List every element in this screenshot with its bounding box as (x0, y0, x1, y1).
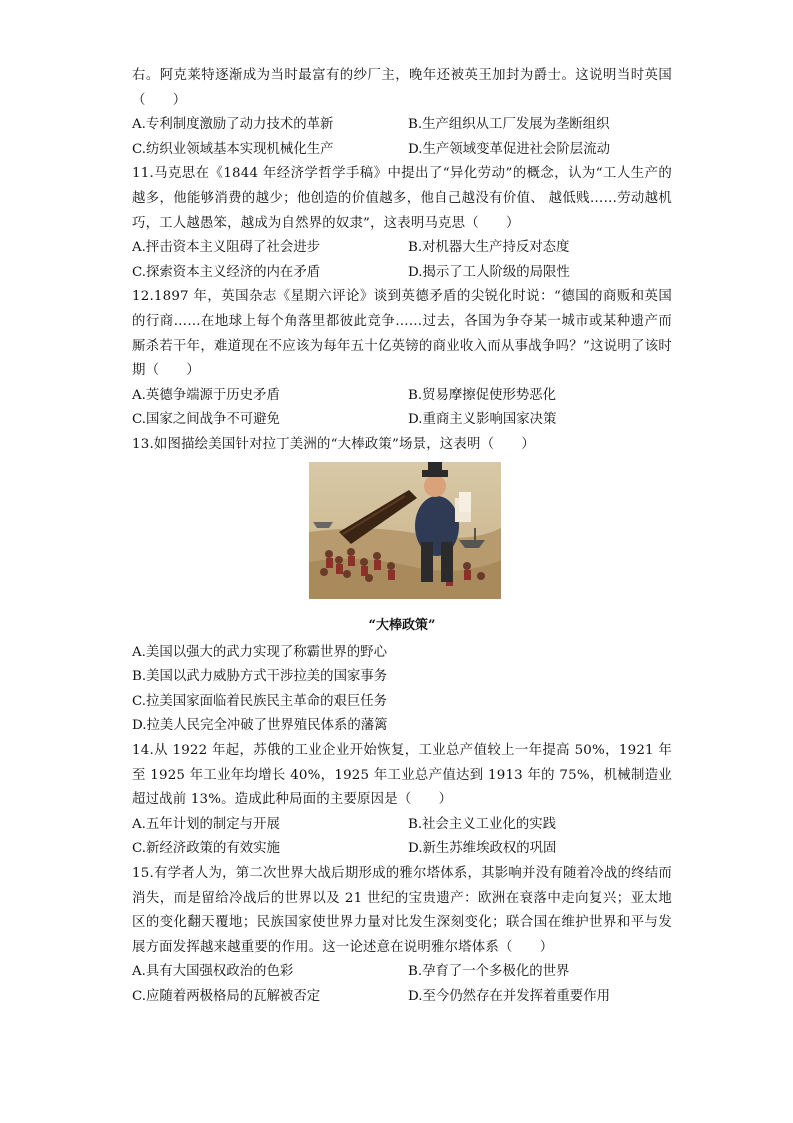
q12-stem: 12.1897 年，英国杂志《星期六评论》谈到英德矛盾的尖锐化时说：“德国的商贩和英国的行商……在地球上每个角落里都彼此竞争……过去，各国为争夺某一城市或某种遗产而厮杀若干年，难道现在不应该为每年五十亿英镑的商业收入而从事战争吗？”这说明了该时期（ ） (132, 289, 672, 379)
q12-option-b: B.贸易摩擦促使形势恶化 (408, 387, 557, 403)
q12-options-row2 (132, 408, 672, 433)
q15-option-c: C.应随着两极格局的瓦解被否定 (132, 989, 321, 1004)
q15-option-b: B.孕育了一个多极化的世界 (408, 964, 570, 980)
q14-stem: 14.从 1922 年起，苏俄的工业企业开始恢复，工业总产值较上一年提高 50%，1921 年至 1925 年工业年均增长 40%，1925 年工业总产值达到 1913 年的 75%，机械制造业超过战前 13%。造成此种局面的主要原因是（ ） (132, 743, 672, 808)
q15-options-row2 (132, 985, 672, 1010)
figure-caption: “大棒政策” (368, 618, 436, 634)
q13-stem: 13.如图描绘美国针对拉丁美洲的“大棒政策”场景，这表明（ ） (132, 436, 535, 452)
q13-option-c: C.拉美国家面临着民族民主革命的艰巨任务 (132, 693, 388, 709)
q14-option-a: A.五年计划的制定与开展 (132, 816, 280, 832)
q14-option-d: D.新生苏维埃政权的巩固 (408, 841, 557, 857)
q12-option-a: A.英德争端源于历史矛盾 (132, 387, 280, 403)
q15-options-row1 (132, 960, 672, 985)
q12-option-d: D.重商主义影响国家决策 (408, 412, 557, 428)
q13-option-a: A.美国以强大的武力实现了称霸世界的野心 (132, 644, 387, 660)
q11-option-c: C.探索资本主义经济的内在矛盾 (132, 264, 321, 280)
q10-options-row1 (132, 113, 672, 138)
page-content (132, 64, 672, 1010)
q14-options-row1 (132, 813, 672, 838)
q14-option-c: C.新经济政策的有效实施 (132, 841, 280, 857)
big-stick-cartoon-image (309, 462, 501, 599)
q10-option-b: B.生产组织从工厂发展为垄断组织 (408, 117, 610, 133)
q11-option-b: B.对机器大生产持反对态度 (408, 240, 570, 256)
q10-option-c: C.纺织业领域基本实现机械化生产 (132, 141, 334, 157)
q10-options-row2 (132, 138, 672, 163)
q15-option-a: A.具有大国强权政治的色彩 (132, 964, 294, 980)
q13-option-b: B.美国以武力威胁方式干涉拉美的国家事务 (132, 669, 388, 685)
q15-option-d: D.至今仍然存在并发挥着重要作用 (408, 989, 610, 1004)
q11-options-row1 (132, 236, 672, 261)
q10-option-d: D.生产领域变革促进社会阶层流动 (408, 141, 610, 157)
q11-options-row2 (132, 261, 672, 286)
q13-option-d: D.拉美人民完全冲破了世界殖民体系的藩篱 (132, 718, 388, 734)
q14-option-b: B.社会主义工业化的实践 (408, 816, 557, 832)
q11-option-d: D.揭示了工人阶级的局限性 (408, 264, 570, 280)
q11-stem: 11.马克思在《1844 年经济学哲学手稿》中提出了“异化劳动”的概念，认为“工人生产的越多，他能够消费的越少；他创造的价值越多，他自己越没有价值、 越低贱……劳动越机巧，工人越愚笨，越成为自然界的奴隶”，这表明马克思（ ） (132, 166, 672, 231)
q12-option-c: C.国家之间战争不可避免 (132, 412, 280, 428)
q14-options-row2 (132, 837, 672, 862)
q15-stem: 15.有学者人为，第二次世界大战后期形成的雅尔塔体系，其影响并没有随着冷战的终结而消失，而是留给冷战后的世界以及 21 世纪的宝贵遗产：欧洲在衰落中走向复兴；亚太地区的变化翻天覆地；民族国家使世界力量对比发生深刻变化；联合国在维护世界和平与发展方面发挥越来越重要的作用。这一论述意在说明雅尔塔体系（ ） (132, 866, 672, 955)
q10-stem: 右。阿克莱特逐渐成为当时最富有的纱厂主，晚年还被英王加封为爵士。这说明当时英国（ ） (132, 68, 672, 108)
q11-option-a: A.抨击资本主义阻碍了社会进步 (132, 240, 321, 256)
big-stick-cartoon-figure (132, 462, 672, 639)
q12-options-row1 (132, 384, 672, 409)
q10-option-a: A.专利制度激励了动力技术的革新 (132, 117, 334, 133)
